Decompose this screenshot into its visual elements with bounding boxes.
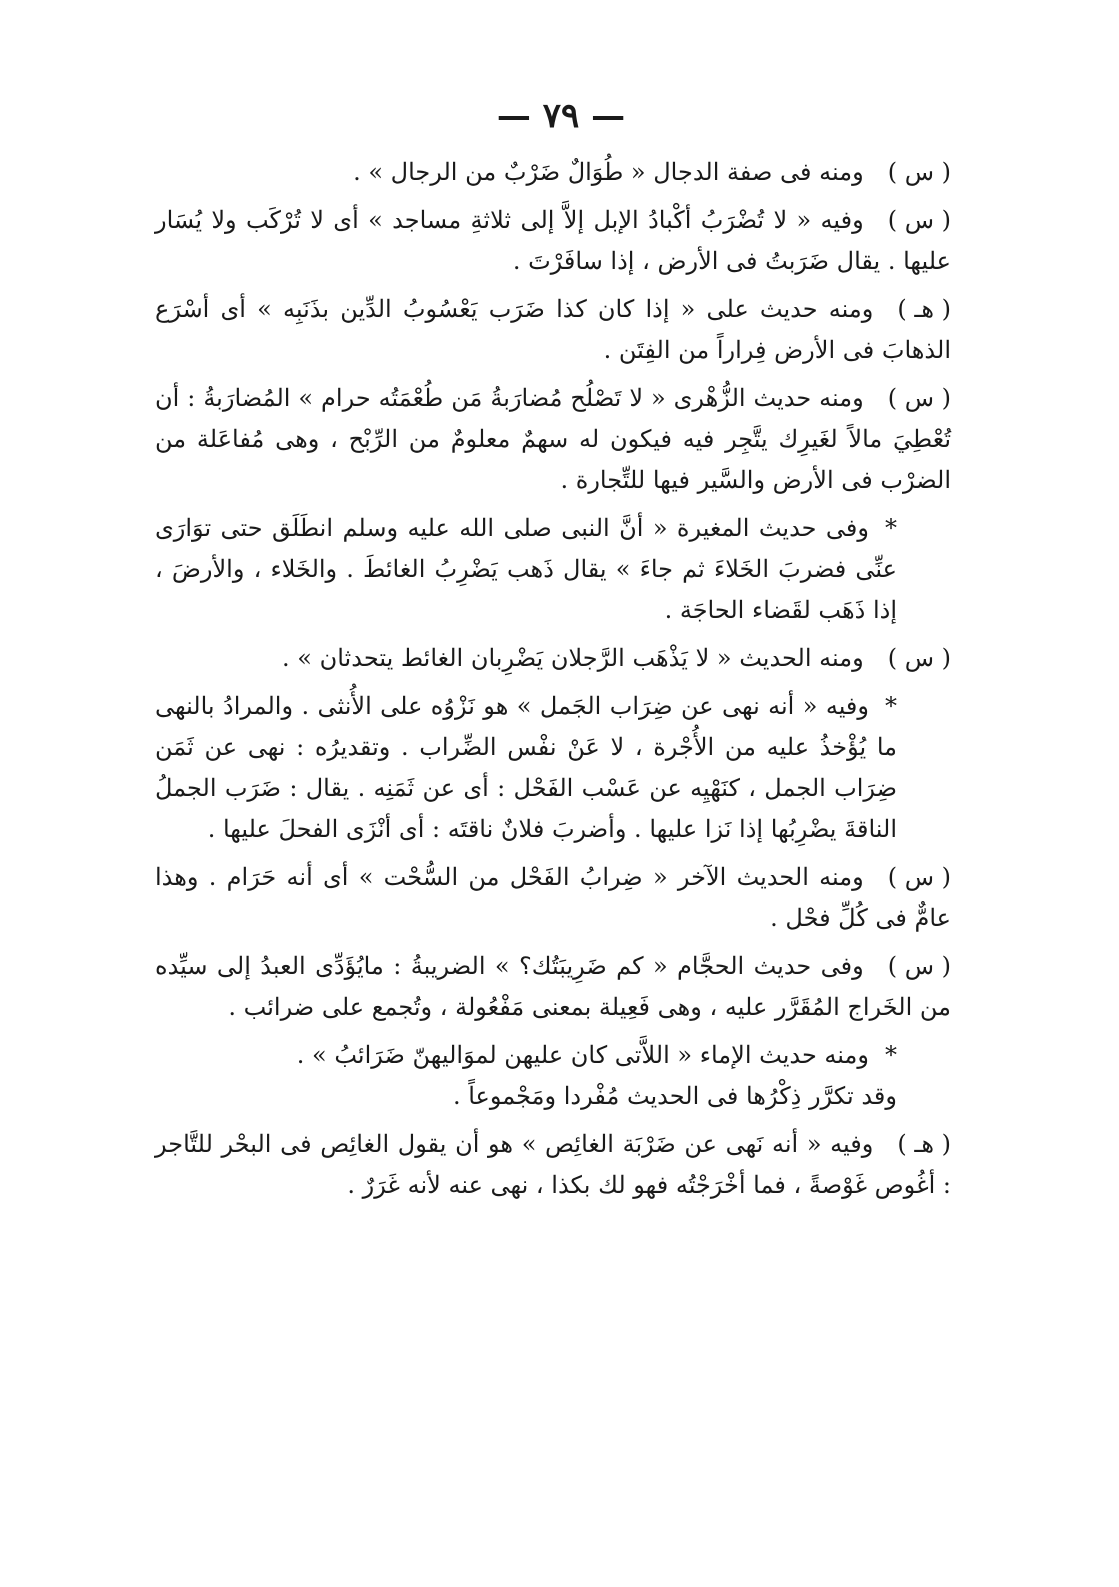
source-marker: ( س )	[887, 384, 951, 412]
entry-text: ومنه حديث على « إذا كان كذا ضَرَب يَعْسُوبُ الدِّين بذَنَبِه » أى أسْرَع الذهابَ فى الأرض فِراراً من الفِتَن .	[155, 295, 951, 364]
entry-text: وفى حديث الحجَّام « كم ضَرِيبَتُك؟ » الضريبةُ : مايُؤَدِّى العبدُ إلى سيِّده من الخَراج المُقَرَّر عليه ، وهى فَعِيلة بمعنى مَفْعُولة ، وتُجمع على ضرائب .	[155, 952, 951, 1021]
entry-imaa-hadith	[155, 1035, 967, 1076]
entry-text: وفيه « أنه نَهى عن ضَرْبَة الغائِص » هو أن يقول الغائِص فى البحْر للتَّاجر : أغُوص غَوْصةً ، فما أخْرَجْتُه فهو لك بكذا ، نهى عنه لأنه غَرَرٌ .	[155, 1130, 951, 1199]
entry-text: ومنه حديث الإماء « اللاَّتى كان عليهن لموَاليهنّ ضَرَائبُ » .	[296, 1041, 869, 1069]
entry-text: ومنه حديث الزُّهْرى « لا تَصْلُح مُضارَبةُ مَن طُعْمَتُه حرام » المُضارَبةُ : أن تُعْطِيَ مالاً لغَيرِك يتَّجِر فيه فيكون له سهمٌ معلومٌ من الرِّبْح ، وهى مُفاعَلة من الضرْب فى الأرض والسَّير فيها للتِّجارة .	[155, 384, 951, 494]
page-number: — ٧٩ —	[496, 96, 626, 136]
source-marker: ( س )	[887, 863, 951, 891]
entry-repetition-note	[155, 1076, 967, 1117]
entry-dajjal	[155, 152, 967, 193]
entry-text: ومنه فى صفة الدجال « طُوَالٌ ضَرْبٌ من الرجال » .	[353, 158, 864, 186]
source-marker: ( هـ )	[897, 1130, 951, 1158]
source-marker: ( س )	[887, 158, 951, 186]
source-marker: ( س )	[887, 952, 951, 980]
star-marker: *	[885, 1041, 897, 1069]
star-marker: *	[885, 514, 897, 542]
entry-mudaraba	[155, 378, 967, 501]
entry-text: ومنه الحديث « لا يَذْهَب الرَّجلان يَضْرِبان الغائط يتحدثان » .	[282, 644, 864, 672]
entry-two-men-hadith	[155, 638, 967, 679]
source-marker: ( هـ )	[897, 295, 951, 323]
entry-ali-hadith	[155, 289, 967, 371]
entry-dirab-al-fahl	[155, 857, 967, 939]
entry-text: وفيه « أنه نهى عن ضِرَاب الجَمل » هو نَزْوُه على الأُنثى . والمرادُ بالنهى ما يُؤْخذُ عليه من الأُجْرة ، لا عَنْ نفْس الضِّراب . وتقديرُه : نهى عن ثَمَن ضِرَاب الجمل ، كنَهْيِه عن عَسْب الفَحْل : أى عن ثَمَنِه . يقال : ضَرَب الجملُ الناقةَ يضْرِبُها إذا نَزا عليها . وأضربَ فلانٌ ناقتَه : أى أنْزَى الفحلَ عليها .	[155, 692, 897, 843]
entry-text: وفى حديث المغيرة « أنَّ النبى صلى الله عليه وسلم انطَلَق حتى توَارَى عنِّى فضربَ الخَلاءَ ثم جاءَ » يقال ذَهب يَضْرِبُ الغائطَ . والخَلاء ، والأرضَ ، إذا ذَهَب لقَضاء الحاجَة .	[155, 514, 897, 624]
document-page	[155, 92, 967, 1213]
source-marker: ( س )	[887, 644, 951, 672]
entry-hajjam-hadith	[155, 946, 967, 1028]
entry-text: وفيه « لا تُضْرَبُ أكْبادُ الإبل إلاَّ إلى ثلاثةِ مساجد » أى لا تُرْكَب ولا يُسَار عليها . يقال ضَرَبتُ فى الأرض ، إذا سافَرْتَ .	[155, 206, 951, 275]
entry-text: ومنه الحديث الآخر « ضِرابُ الفَحْل من السُّحْت » أى أنه حَرَام . وهذا عامٌّ فى كُلِّ فحْل .	[155, 863, 951, 932]
entry-text: وقد تكرَّر ذِكْرُها فى الحديث مُفْردا ومَجْموعاً .	[452, 1082, 897, 1110]
star-marker: *	[885, 692, 897, 720]
entry-mughira-hadith	[155, 508, 967, 631]
entry-dirab-al-jamal	[155, 686, 967, 850]
source-marker: ( س )	[887, 206, 951, 234]
entry-darbat-al-ghais	[155, 1124, 967, 1206]
entry-akbad-al-ibil	[155, 200, 967, 282]
